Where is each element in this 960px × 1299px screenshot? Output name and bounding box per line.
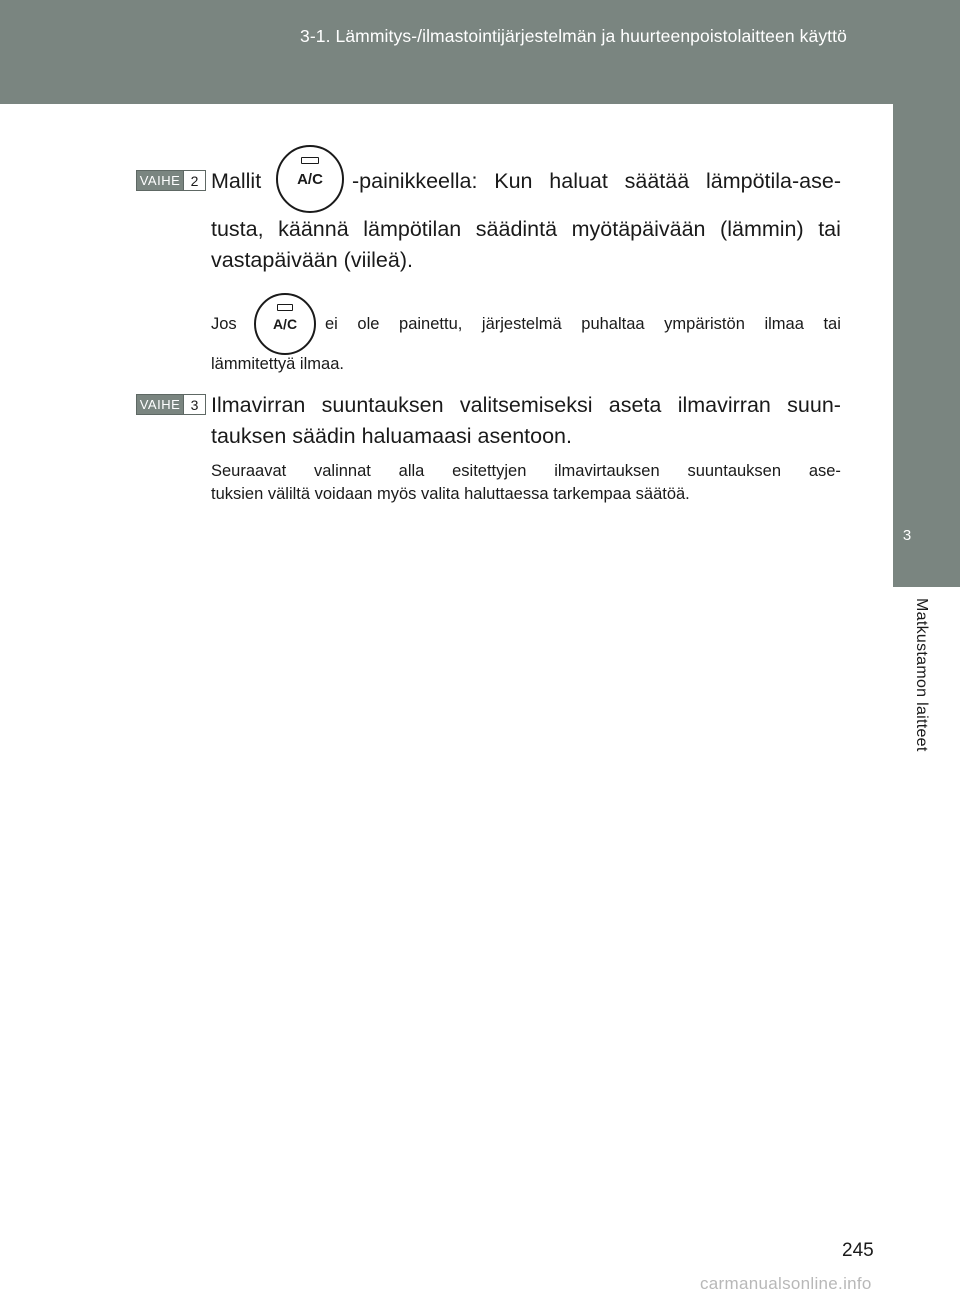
word: tusta, — [211, 217, 264, 241]
ac-indicator-light — [277, 304, 293, 311]
ac-indicator-light — [301, 157, 319, 164]
word: ole — [357, 315, 380, 333]
word: valinnat — [314, 462, 371, 480]
ac-button-label: A/C — [297, 171, 323, 188]
step-3-note-line-2: tuksien väliltä voidaan myös valita haluttaessa tarkempaa säätöä. — [211, 485, 690, 503]
word: -painikkeella: — [352, 169, 478, 193]
word: järjestelmä — [481, 315, 562, 333]
step-2-line-3: vastapäivään (viileä). — [211, 248, 413, 272]
word: haluat — [549, 169, 608, 193]
word: myötäpäivään — [571, 217, 706, 241]
word: tai — [818, 217, 841, 241]
word: suuntauksen — [321, 393, 444, 417]
step-2-note-rest — [325, 313, 841, 335]
step-3-note-line-1 — [211, 460, 841, 482]
word: ympäristön — [664, 315, 745, 333]
word: lämpötilan — [363, 217, 462, 241]
step-2-note-line-2: lämmitettyä ilmaa. — [211, 355, 344, 373]
word: puhaltaa — [581, 315, 645, 333]
ac-button-icon — [276, 145, 344, 213]
step-badge-word: VAIHE — [136, 394, 184, 415]
word: valitsemiseksi — [459, 393, 593, 417]
step-2-line-1-start: Mallit — [211, 169, 262, 193]
side-tab-label: Matkustamon laitteet — [913, 598, 930, 752]
step-badge-number: 2 — [184, 170, 206, 191]
step-3-line-2: tauksen säädin haluamaasi asentoon. — [211, 424, 572, 448]
word: käännä — [278, 217, 349, 241]
word: painettu, — [399, 315, 463, 333]
chapter-title: 3-1. Lämmitys-/ilmastointijärjestelmän ja huurteenpoistolaitteen käyttö — [300, 26, 847, 46]
word: lämpötila-ase- — [705, 169, 841, 193]
word: tai — [823, 315, 841, 333]
word: (lämmin) — [720, 217, 804, 241]
page-number: 245 — [842, 1240, 874, 1261]
chapter-header — [0, 0, 960, 104]
word: ilmavirran — [677, 393, 771, 417]
ac-button-label: A/C — [272, 316, 298, 332]
watermark: carmanualsonline.info — [700, 1274, 872, 1293]
word: ilmaa — [764, 315, 804, 333]
word: Seuraavat — [211, 462, 287, 480]
step-2-note-start: Jos — [211, 315, 237, 333]
step-2-line-1-rest — [352, 163, 841, 199]
word: säädintä — [475, 217, 558, 241]
word: alla — [398, 462, 425, 480]
word: esitettyjen — [452, 462, 527, 480]
step-badge-word: VAIHE — [136, 170, 184, 191]
word: suuntauksen — [687, 462, 782, 480]
side-tab — [893, 104, 960, 587]
step-2-badge — [136, 170, 206, 191]
ac-button-icon — [254, 293, 316, 355]
step-badge-number: 3 — [184, 394, 206, 415]
word: ilmavirtauksen — [554, 462, 660, 480]
word: ei — [325, 315, 338, 333]
side-tab-number: 3 — [902, 527, 912, 544]
word: Ilmavirran — [211, 393, 306, 417]
word: aseta — [608, 393, 662, 417]
step-3-badge — [136, 394, 206, 415]
word: Kun — [494, 169, 533, 193]
word: säätää — [624, 169, 690, 193]
word: suun- — [787, 393, 841, 417]
word: ase- — [808, 462, 841, 480]
